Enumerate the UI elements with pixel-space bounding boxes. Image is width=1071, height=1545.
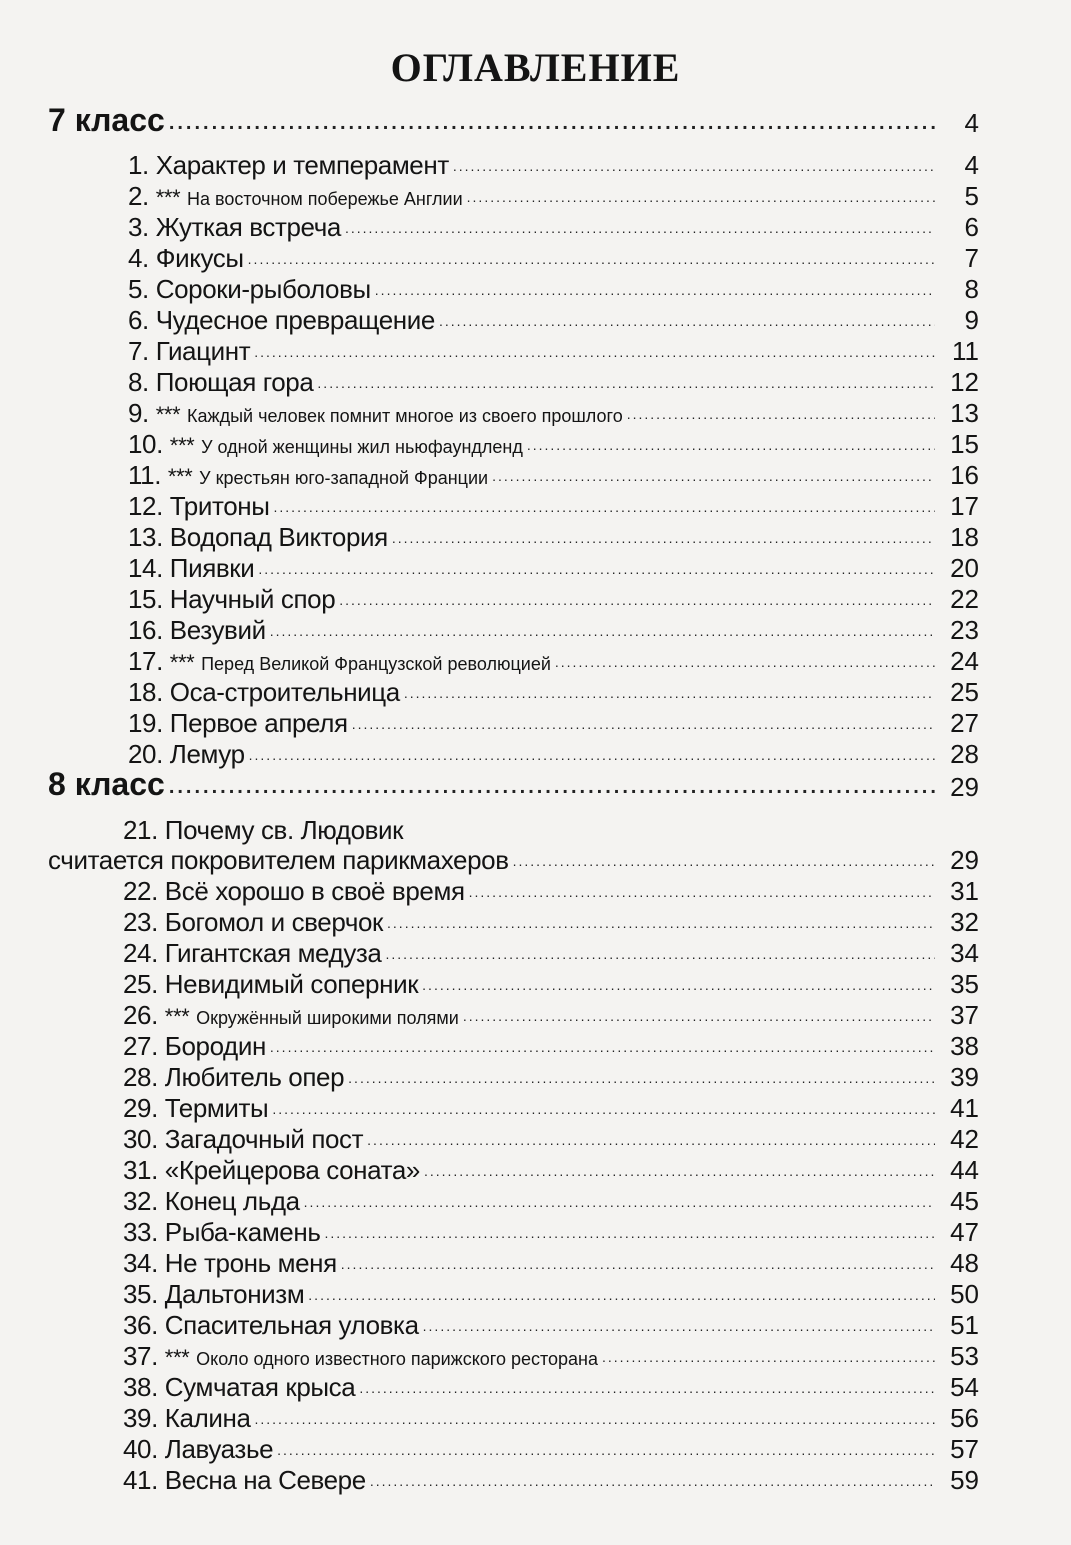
- entry-number: 7.: [128, 336, 149, 366]
- toc-entry[interactable]: [0, 1461, 1071, 1493]
- entry-number: 4.: [128, 243, 149, 273]
- asterism: ***: [164, 1004, 190, 1029]
- leader-dots: [492, 469, 935, 483]
- entry-page-number: 28: [950, 739, 979, 769]
- leader-dots: [169, 777, 935, 797]
- toc-entry[interactable]: [0, 1306, 1071, 1338]
- toc-entry[interactable]: [0, 841, 1071, 873]
- entry-page-number: 47: [950, 1217, 979, 1247]
- entry-title: Калина: [164, 1403, 251, 1433]
- toc-entry[interactable]: [0, 1213, 1071, 1245]
- leader-dots: [375, 283, 935, 297]
- leader-dots: [272, 1102, 935, 1116]
- entry-number: 27.: [123, 1031, 158, 1061]
- toc-entry[interactable]: [0, 1120, 1071, 1152]
- entry-title: Бородин: [164, 1031, 266, 1061]
- entry-label: [128, 586, 335, 612]
- leader-dots: [404, 686, 935, 700]
- entry-label: [128, 524, 388, 550]
- toc-entry[interactable]: [0, 1430, 1071, 1462]
- entry-title: Около одного известного парижского ресторана: [196, 1349, 599, 1369]
- entry-title: Фикусы: [155, 243, 244, 273]
- entry-label: [128, 338, 250, 364]
- entry-number: 31.: [123, 1155, 158, 1185]
- entry-title: На восточном побережье Англии: [187, 189, 463, 209]
- entry-label: [123, 1064, 344, 1090]
- entry-title: Лемур: [169, 739, 245, 769]
- section-label: 7 класс: [48, 102, 165, 138]
- entry-title: Водопад Виктория: [169, 522, 388, 552]
- leader-dots: [367, 1133, 935, 1147]
- entry-title: Почему св. Людовик: [164, 815, 404, 845]
- entry-label: [128, 183, 463, 209]
- entry-page-number: 59: [950, 1465, 979, 1495]
- leader-dots: [345, 221, 935, 235]
- entry-label: [123, 940, 382, 966]
- page-title: ОГЛАВЛЕНИЕ: [390, 45, 681, 90]
- leader-dots: [308, 1288, 935, 1302]
- entry-number: 9.: [128, 398, 149, 428]
- entry-title: Сумчатая крыса: [164, 1372, 356, 1402]
- entry-label: [128, 307, 435, 333]
- entry-page-number: 42: [950, 1124, 979, 1154]
- entry-title: Везувий: [169, 615, 266, 645]
- entry-label: [128, 462, 488, 488]
- entry-title-continued: считается покровителем парикмахеров: [48, 845, 509, 875]
- entry-page-number: 13: [950, 398, 979, 428]
- entry-page-number: 51: [950, 1310, 979, 1340]
- entry-label: [128, 214, 341, 240]
- entry-label: [128, 400, 623, 426]
- entry-title: Спасительная уловка: [164, 1310, 419, 1340]
- entry-title: У одной женщины жил ньюфаундленд: [201, 437, 523, 457]
- entry-number: 30.: [123, 1124, 158, 1154]
- entry-number: 33.: [123, 1217, 158, 1247]
- entry-page-number: 18: [950, 522, 979, 552]
- entry-page-number: 4: [964, 150, 979, 180]
- leader-dots: [255, 1412, 936, 1426]
- entry-title: Чудесное превращение: [155, 305, 435, 335]
- entry-page-number: 27: [950, 708, 979, 738]
- entry-page-number: 11: [952, 336, 979, 366]
- entry-title: Гигантская медуза: [164, 938, 382, 968]
- entry-label: [128, 245, 244, 271]
- entry-title: Лавуазье: [164, 1434, 274, 1464]
- entry-page-number: 20: [950, 553, 979, 583]
- toc-entry[interactable]: [0, 1151, 1071, 1183]
- section-page-number: 29: [950, 772, 979, 802]
- entry-page-number: 34: [950, 938, 979, 968]
- toc-entry[interactable]: [0, 580, 1071, 612]
- toc-entry[interactable]: [0, 1182, 1071, 1214]
- entry-title: Сороки-рыболовы: [155, 274, 371, 304]
- entry-label: [128, 741, 245, 767]
- entry-page-number: 8: [964, 274, 979, 304]
- toc-entry[interactable]: [0, 1337, 1071, 1369]
- entry-label: [128, 648, 551, 674]
- asterism: ***: [167, 464, 193, 489]
- entry-label: [123, 1157, 420, 1183]
- leader-dots: [270, 1040, 935, 1054]
- entry-title: Жуткая встреча: [155, 212, 341, 242]
- leader-dots: [392, 531, 935, 545]
- entry-title: Весна на Севере: [164, 1465, 366, 1495]
- entry-label: [123, 1126, 363, 1152]
- entry-page-number: 17: [950, 491, 979, 521]
- entry-number: 32.: [123, 1186, 158, 1216]
- entry-number: 13.: [128, 522, 163, 552]
- leader-dots: [304, 1195, 935, 1209]
- entry-title: Любитель опер: [164, 1062, 345, 1092]
- entry-label: [123, 1250, 337, 1276]
- toc-entry[interactable]: [0, 965, 1071, 997]
- toc-entry[interactable]: [0, 177, 1071, 209]
- entry-label: [123, 1343, 598, 1369]
- toc-entry[interactable]: [0, 208, 1071, 240]
- entry-label: [123, 1002, 459, 1028]
- toc-entry[interactable]: [0, 903, 1071, 935]
- entry-label: [128, 493, 270, 519]
- leader-dots: [467, 190, 935, 204]
- leader-dots: [370, 1474, 935, 1488]
- entry-label: [128, 369, 313, 395]
- entry-number: 21.: [123, 815, 165, 845]
- leader-dots: [277, 1443, 935, 1457]
- entry-title: Перед Великой Французской революцией: [201, 654, 551, 674]
- entry-page-number: 57: [950, 1434, 979, 1464]
- entry-page-number: 5: [964, 181, 979, 211]
- entry-label: [128, 710, 348, 736]
- leader-dots: [463, 1009, 935, 1023]
- section-heading[interactable]: [0, 768, 1071, 800]
- entry-page-number: 39: [950, 1062, 979, 1092]
- entry-number: 16.: [128, 615, 163, 645]
- entry-number: 39.: [123, 1403, 158, 1433]
- entry-page-number: 44: [950, 1155, 979, 1185]
- toc-entry[interactable]: [0, 549, 1071, 581]
- entry-page-number: 45: [950, 1186, 979, 1216]
- entry-number: 19.: [128, 708, 163, 738]
- toc-entry[interactable]: [0, 1275, 1071, 1307]
- entry-label: [123, 1467, 366, 1493]
- entry-label: [123, 1219, 320, 1245]
- toc-entry[interactable]: [0, 1399, 1071, 1431]
- toc-entry[interactable]: [0, 735, 1071, 767]
- entry-title: Рыба-камень: [164, 1217, 321, 1247]
- toc-entry[interactable]: [0, 394, 1071, 426]
- entry-title: Оса-строительница: [169, 677, 400, 707]
- entry-label: [123, 971, 418, 997]
- toc-entry[interactable]: [0, 872, 1071, 904]
- entry-title: Всё хорошо в своё время: [164, 876, 465, 906]
- toc-entry[interactable]: [0, 487, 1071, 519]
- entry-number: 35.: [123, 1279, 158, 1309]
- toc-entry[interactable]: [0, 1244, 1071, 1276]
- entry-number: 29.: [123, 1093, 158, 1123]
- entry-number: 18.: [128, 677, 163, 707]
- entry-title: Не тронь меня: [164, 1248, 337, 1278]
- entry-page-number: 12: [950, 367, 979, 397]
- asterism: ***: [169, 433, 195, 458]
- entry-title: Богомол и сверчок: [164, 907, 384, 937]
- entry-title: Дальтонизм: [164, 1279, 305, 1309]
- toc-entry[interactable]: [0, 1027, 1071, 1059]
- toc-entry[interactable]: [0, 239, 1071, 271]
- toc-entry[interactable]: [0, 518, 1071, 550]
- toc-entry[interactable]: [0, 270, 1071, 302]
- entry-number: 22.: [123, 876, 158, 906]
- leader-dots: [270, 624, 935, 638]
- entry-title: Каждый человек помнит многое из своего прошлого: [187, 406, 623, 426]
- entry-page-number: 48: [950, 1248, 979, 1278]
- entry-page-number: 23: [950, 615, 979, 645]
- leader-dots: [254, 345, 935, 359]
- leader-dots: [258, 562, 935, 576]
- leader-dots: [439, 314, 935, 328]
- entry-label: [128, 276, 371, 302]
- entry-page-number: 54: [950, 1372, 979, 1402]
- toc-entry[interactable]: [0, 642, 1071, 674]
- asterism: ***: [169, 650, 195, 675]
- leader-dots: [169, 113, 935, 133]
- entry-number: 23.: [123, 907, 158, 937]
- entry-number: 40.: [123, 1434, 158, 1464]
- leader-dots: [249, 748, 935, 762]
- leader-dots: [274, 500, 935, 514]
- entry-title: Тритоны: [169, 491, 270, 521]
- entry-title: Загадочный пост: [164, 1124, 364, 1154]
- entry-page-number: 25: [950, 677, 979, 707]
- leader-dots: [422, 978, 935, 992]
- entry-page-number: 29: [950, 845, 979, 875]
- toc-entry[interactable]: [0, 363, 1071, 395]
- entry-label: [123, 1374, 355, 1400]
- entry-label: [123, 878, 465, 904]
- leader-dots: [527, 438, 935, 452]
- entry-number: 1.: [128, 150, 149, 180]
- entry-number: 14.: [128, 553, 163, 583]
- leader-dots: [423, 1319, 935, 1333]
- leader-dots: [386, 947, 936, 961]
- asterism: ***: [164, 1345, 190, 1370]
- entry-number: 3.: [128, 212, 149, 242]
- entry-page-number: 7: [964, 243, 979, 273]
- leader-dots: [324, 1226, 935, 1240]
- toc-entry[interactable]: [0, 673, 1071, 705]
- leader-dots: [513, 854, 935, 868]
- leader-dots: [555, 655, 935, 669]
- entry-number: 6.: [128, 305, 149, 335]
- entry-label: [128, 555, 254, 581]
- entry-label: [123, 909, 383, 935]
- entry-title: Конец льда: [164, 1186, 300, 1216]
- entry-number: 38.: [123, 1372, 158, 1402]
- entry-number: 8.: [128, 367, 149, 397]
- section-label: 8 класс: [48, 766, 165, 802]
- toc-entry[interactable]: [0, 456, 1071, 488]
- toc-entry-line1[interactable]: [123, 817, 403, 843]
- entry-number: 20.: [128, 739, 163, 769]
- entry-page-number: 9: [964, 305, 979, 335]
- entry-number: 5.: [128, 274, 149, 304]
- asterism: ***: [155, 402, 181, 427]
- toc-entry[interactable]: [0, 996, 1071, 1028]
- entry-label: [123, 1095, 268, 1121]
- toc-entry[interactable]: [0, 1058, 1071, 1090]
- entry-label: [128, 617, 266, 643]
- leader-dots: [627, 407, 935, 421]
- toc-entry[interactable]: [0, 332, 1071, 364]
- entry-page-number: 38: [950, 1031, 979, 1061]
- entry-label: [128, 431, 523, 457]
- leader-dots: [317, 376, 935, 390]
- leader-dots: [352, 717, 935, 731]
- entry-label: [128, 679, 400, 705]
- entry-label: [123, 1188, 300, 1214]
- entry-label: [123, 1033, 266, 1059]
- leader-dots: [387, 916, 935, 930]
- leader-dots: [341, 1257, 935, 1271]
- entry-number: 41.: [123, 1465, 158, 1495]
- entry-page-number: 32: [950, 907, 979, 937]
- entry-page-number: 56: [950, 1403, 979, 1433]
- leader-dots: [469, 885, 935, 899]
- entry-title: Гиацинт: [155, 336, 251, 366]
- entry-label: [123, 1312, 419, 1338]
- entry-title: Поющая гора: [155, 367, 314, 397]
- entry-label: [123, 1281, 304, 1307]
- entry-number: 17.: [128, 646, 163, 676]
- entry-page-number: 24: [950, 646, 979, 676]
- section-heading[interactable]: [0, 104, 1071, 136]
- toc-entry[interactable]: [0, 1368, 1071, 1400]
- entry-page-number: 41: [950, 1093, 979, 1123]
- entry-title: Окружённый широкими полями: [196, 1008, 459, 1028]
- entry-page-number: 16: [950, 460, 979, 490]
- entry-title: Пиявки: [169, 553, 255, 583]
- entry-number: 36.: [123, 1310, 158, 1340]
- entry-label: [128, 152, 449, 178]
- entry-page-number: 50: [950, 1279, 979, 1309]
- section-page-number: 4: [964, 108, 979, 138]
- entry-number: 26.: [123, 1000, 158, 1030]
- entry-page-number: 35: [950, 969, 979, 999]
- toc-entry[interactable]: [0, 934, 1071, 966]
- leader-dots: [602, 1350, 935, 1364]
- entry-number: 25.: [123, 969, 158, 999]
- entry-title: «Крейцерова соната»: [164, 1155, 420, 1185]
- entry-title: Научный спор: [169, 584, 336, 614]
- leader-dots: [248, 252, 935, 266]
- entry-number: 12.: [128, 491, 163, 521]
- entry-number: 11.: [128, 460, 162, 490]
- entry-number: 24.: [123, 938, 158, 968]
- leader-dots: [359, 1381, 935, 1395]
- leader-dots: [348, 1071, 935, 1085]
- entry-number: 28.: [123, 1062, 158, 1092]
- entry-number: 2.: [128, 181, 149, 211]
- entry-page-number: 15: [950, 429, 979, 459]
- entry-label: [123, 1405, 251, 1431]
- toc-entry[interactable]: [0, 425, 1071, 457]
- entry-page-number: 37: [950, 1000, 979, 1030]
- asterism: ***: [155, 185, 181, 210]
- entry-title: Невидимый соперник: [164, 969, 419, 999]
- entry-number: 10.: [128, 429, 163, 459]
- toc-entry[interactable]: [0, 611, 1071, 643]
- toc-entry[interactable]: [0, 1089, 1071, 1121]
- entry-title: Термиты: [164, 1093, 269, 1123]
- entry-page-number: 31: [950, 876, 979, 906]
- entry-title: Первое апреля: [169, 708, 348, 738]
- entry-number: 37.: [123, 1341, 158, 1371]
- entry-title: У крестьян юго-западной Франции: [199, 468, 489, 488]
- leader-dots: [339, 593, 935, 607]
- toc-entry[interactable]: [0, 301, 1071, 333]
- entry-title: Характер и темперамент: [155, 150, 449, 180]
- toc-entry[interactable]: [0, 146, 1071, 178]
- entry-page-number: 6: [964, 212, 979, 242]
- entry-page-number: 53: [950, 1341, 979, 1371]
- toc-entry[interactable]: [0, 704, 1071, 736]
- entry-number: 34.: [123, 1248, 158, 1278]
- leader-dots: [453, 159, 935, 173]
- entry-page-number: 22: [950, 584, 979, 614]
- entry-number: 15.: [128, 584, 163, 614]
- leader-dots: [424, 1164, 935, 1178]
- entry-label: [123, 1436, 273, 1462]
